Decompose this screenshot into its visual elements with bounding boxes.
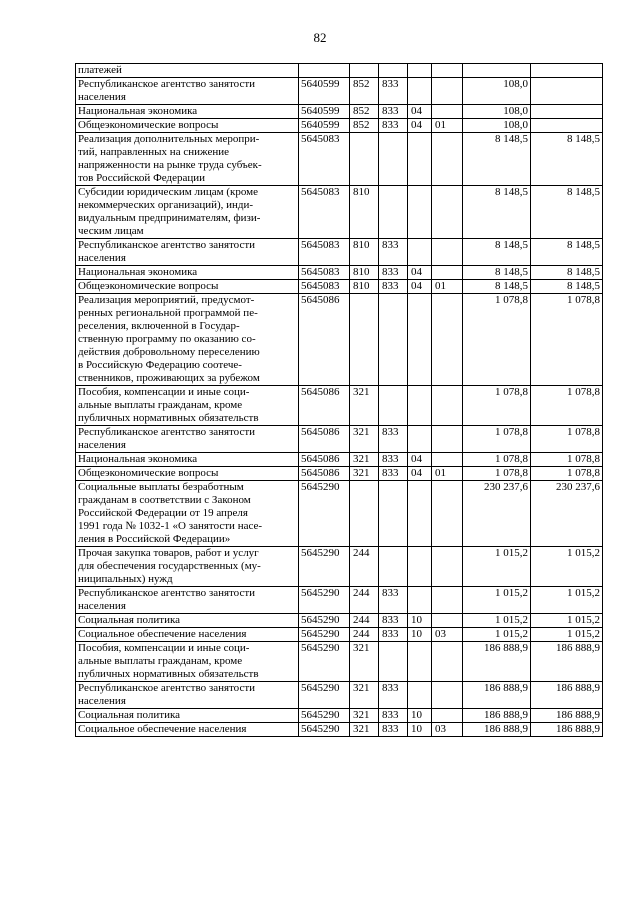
subsection-code <box>432 642 463 682</box>
subsection-code: 01 <box>432 280 463 294</box>
table-row <box>76 78 603 105</box>
subsection-code <box>432 78 463 105</box>
amount: 186 888,9 <box>463 709 531 723</box>
row-name: Общеэкономические вопросы <box>76 467 299 481</box>
department-code: 833 <box>379 78 408 105</box>
amount-subvention <box>531 78 603 105</box>
amount: 1 015,2 <box>463 614 531 628</box>
table-row <box>76 119 603 133</box>
amount: 1 078,8 <box>463 294 531 386</box>
subsection-code <box>432 266 463 280</box>
amount-subvention: 8 148,5 <box>531 266 603 280</box>
section-code <box>408 186 432 239</box>
department-code: 833 <box>379 453 408 467</box>
row-name: Пособия, компенсации и иные соци- альные выплаты гражданам, кроме публичных нормативных обязательств <box>76 386 299 426</box>
amount-subvention <box>531 64 603 78</box>
subsection-code <box>432 386 463 426</box>
amount-subvention <box>531 119 603 133</box>
amount: 186 888,9 <box>463 682 531 709</box>
target-article-code: 5645086 <box>299 467 350 481</box>
table-row <box>76 133 603 186</box>
department-code <box>379 642 408 682</box>
row-name: Республиканское агентство занятости населения <box>76 239 299 266</box>
section-code <box>408 642 432 682</box>
department-code <box>379 547 408 587</box>
target-article-code: 5640599 <box>299 105 350 119</box>
row-name: Субсидии юридическим лицам (кроме некоммерческих организаций), инди- видуальным предпринимателям, физи- ческим лицам <box>76 186 299 239</box>
table-row <box>76 723 603 737</box>
section-code: 04 <box>408 453 432 467</box>
expense-type-code: 321 <box>350 426 379 453</box>
department-code: 833 <box>379 119 408 133</box>
section-code <box>408 426 432 453</box>
department-code: 833 <box>379 426 408 453</box>
table-row <box>76 682 603 709</box>
table-row <box>76 587 603 614</box>
section-code <box>408 547 432 587</box>
target-article-code: 5645083 <box>299 266 350 280</box>
department-code <box>379 386 408 426</box>
expense-type-code: 852 <box>350 105 379 119</box>
amount: 186 888,9 <box>463 723 531 737</box>
target-article-code: 5645290 <box>299 587 350 614</box>
department-code <box>379 186 408 239</box>
row-name: Социальное обеспечение населения <box>76 723 299 737</box>
table-row <box>76 186 603 239</box>
department-code: 833 <box>379 587 408 614</box>
target-article-code <box>299 64 350 78</box>
table-row <box>76 426 603 453</box>
amount-subvention: 1 015,2 <box>531 614 603 628</box>
amount-subvention: 186 888,9 <box>531 709 603 723</box>
target-article-code: 5645290 <box>299 642 350 682</box>
expense-type-code: 810 <box>350 186 379 239</box>
section-code: 10 <box>408 709 432 723</box>
department-code: 833 <box>379 614 408 628</box>
department-code <box>379 481 408 547</box>
row-name: Национальная экономика <box>76 453 299 467</box>
amount-subvention: 1 078,8 <box>531 386 603 426</box>
department-code: 833 <box>379 467 408 481</box>
department-code <box>379 64 408 78</box>
target-article-code: 5645083 <box>299 186 350 239</box>
target-article-code: 5640599 <box>299 78 350 105</box>
amount-subvention: 186 888,9 <box>531 642 603 682</box>
subsection-code <box>432 547 463 587</box>
section-code <box>408 682 432 709</box>
amount: 1 015,2 <box>463 628 531 642</box>
expense-type-code <box>350 133 379 186</box>
table-row <box>76 386 603 426</box>
amount: 1 078,8 <box>463 467 531 481</box>
section-code <box>408 587 432 614</box>
page-number: 82 <box>313 30 327 45</box>
amount: 186 888,9 <box>463 642 531 682</box>
amount-subvention: 186 888,9 <box>531 723 603 737</box>
amount-subvention: 8 148,5 <box>531 186 603 239</box>
expense-type-code: 244 <box>350 614 379 628</box>
amount: 8 148,5 <box>463 239 531 266</box>
row-name: Общеэкономические вопросы <box>76 280 299 294</box>
row-name: Национальная экономика <box>76 266 299 280</box>
amount-subvention: 230 237,6 <box>531 481 603 547</box>
row-name: Социальная политика <box>76 709 299 723</box>
expense-type-code: 321 <box>350 467 379 481</box>
amount-subvention: 186 888,9 <box>531 682 603 709</box>
expense-type-code: 852 <box>350 119 379 133</box>
target-article-code: 5645086 <box>299 386 350 426</box>
subsection-code: 03 <box>432 723 463 737</box>
subsection-code <box>432 105 463 119</box>
row-name: Реализация дополнительных меропри- тий, направленных на снижение напряженности на рынке труда субъек- тов Российской Федерации <box>76 133 299 186</box>
expense-type-code: 244 <box>350 587 379 614</box>
amount-subvention: 1 078,8 <box>531 453 603 467</box>
amount <box>463 64 531 78</box>
department-code <box>379 133 408 186</box>
row-name: Социальная политика <box>76 614 299 628</box>
row-name: Общеэкономические вопросы <box>76 119 299 133</box>
expense-type-code: 810 <box>350 266 379 280</box>
expense-type-code: 321 <box>350 642 379 682</box>
expense-type-code: 321 <box>350 453 379 467</box>
target-article-code: 5640599 <box>299 119 350 133</box>
amount-subvention: 1 015,2 <box>531 628 603 642</box>
department-code: 833 <box>379 105 408 119</box>
subsection-code <box>432 587 463 614</box>
amount: 1 078,8 <box>463 426 531 453</box>
amount-subvention: 1 015,2 <box>531 587 603 614</box>
target-article-code: 5645086 <box>299 294 350 386</box>
amount: 1 078,8 <box>463 453 531 467</box>
expense-type-code: 244 <box>350 547 379 587</box>
target-article-code: 5645290 <box>299 614 350 628</box>
subsection-code <box>432 481 463 547</box>
amount: 108,0 <box>463 119 531 133</box>
section-code: 04 <box>408 266 432 280</box>
subsection-code: 01 <box>432 119 463 133</box>
amount-subvention: 8 148,5 <box>531 239 603 266</box>
table-row <box>76 64 603 78</box>
amount: 1 015,2 <box>463 587 531 614</box>
table-row <box>76 280 603 294</box>
department-code: 833 <box>379 280 408 294</box>
row-name: Республиканское агентство занятости населения <box>76 78 299 105</box>
subsection-code <box>432 426 463 453</box>
amount: 1 015,2 <box>463 547 531 587</box>
row-name: Национальная экономика <box>76 105 299 119</box>
amount: 8 148,5 <box>463 186 531 239</box>
subsection-code <box>432 186 463 239</box>
amount-subvention <box>531 105 603 119</box>
table-row <box>76 547 603 587</box>
row-name: Республиканское агентство занятости населения <box>76 587 299 614</box>
table-row <box>76 105 603 119</box>
row-name: платежей <box>76 64 299 78</box>
subsection-code <box>432 64 463 78</box>
target-article-code: 5645290 <box>299 709 350 723</box>
target-article-code: 5645086 <box>299 453 350 467</box>
table-row <box>76 266 603 280</box>
section-code <box>408 133 432 186</box>
amount-subvention: 8 148,5 <box>531 133 603 186</box>
expense-type-code: 852 <box>350 78 379 105</box>
section-code <box>408 64 432 78</box>
row-name: Прочая закупка товаров, работ и услуг для обеспечения государственных (му- ниципальных) нужд <box>76 547 299 587</box>
amount: 230 237,6 <box>463 481 531 547</box>
amount-subvention: 1 015,2 <box>531 547 603 587</box>
expense-type-code: 321 <box>350 682 379 709</box>
department-code: 833 <box>379 723 408 737</box>
table-row <box>76 628 603 642</box>
table-row <box>76 642 603 682</box>
amount: 108,0 <box>463 78 531 105</box>
amount: 1 078,8 <box>463 386 531 426</box>
target-article-code: 5645290 <box>299 628 350 642</box>
expense-type-code: 321 <box>350 709 379 723</box>
department-code: 833 <box>379 709 408 723</box>
department-code: 833 <box>379 628 408 642</box>
subsection-code <box>432 709 463 723</box>
subsection-code: 03 <box>432 628 463 642</box>
amount-subvention: 1 078,8 <box>531 294 603 386</box>
target-article-code: 5645086 <box>299 426 350 453</box>
department-code <box>379 294 408 386</box>
expense-type-code <box>350 294 379 386</box>
subsection-code <box>432 294 463 386</box>
section-code: 10 <box>408 614 432 628</box>
target-article-code: 5645083 <box>299 133 350 186</box>
row-name: Социальные выплаты безработным гражданам в соответствии с Законом Российской Федерации от 19 апреля 1991 года № 1032-1 «О занятости насе- ления в Российской Федерации» <box>76 481 299 547</box>
expense-type-code: 244 <box>350 628 379 642</box>
expense-type-code: 321 <box>350 723 379 737</box>
subsection-code <box>432 614 463 628</box>
target-article-code: 5645290 <box>299 481 350 547</box>
department-code: 833 <box>379 682 408 709</box>
expense-type-code: 321 <box>350 386 379 426</box>
amount: 8 148,5 <box>463 266 531 280</box>
subsection-code <box>432 682 463 709</box>
department-code: 833 <box>379 266 408 280</box>
section-code: 10 <box>408 628 432 642</box>
amount: 8 148,5 <box>463 280 531 294</box>
target-article-code: 5645290 <box>299 682 350 709</box>
section-code <box>408 386 432 426</box>
row-name: Социальное обеспечение населения <box>76 628 299 642</box>
row-name: Республиканское агентство занятости населения <box>76 426 299 453</box>
amount: 8 148,5 <box>463 133 531 186</box>
subsection-code <box>432 239 463 266</box>
target-article-code: 5645083 <box>299 280 350 294</box>
amount-subvention: 8 148,5 <box>531 280 603 294</box>
section-code: 04 <box>408 467 432 481</box>
subsection-code <box>432 453 463 467</box>
section-code <box>408 239 432 266</box>
section-code: 04 <box>408 119 432 133</box>
section-code: 04 <box>408 105 432 119</box>
table-row <box>76 467 603 481</box>
table-row <box>76 481 603 547</box>
amount-subvention: 1 078,8 <box>531 467 603 481</box>
section-code <box>408 78 432 105</box>
amount-subvention: 1 078,8 <box>531 426 603 453</box>
expense-type-code: 810 <box>350 280 379 294</box>
table-row <box>76 614 603 628</box>
table-row <box>76 294 603 386</box>
section-code: 10 <box>408 723 432 737</box>
row-name: Пособия, компенсации и иные соци- альные выплаты гражданам, кроме публичных нормативных обязательств <box>76 642 299 682</box>
table-row <box>76 709 603 723</box>
target-article-code: 5645290 <box>299 723 350 737</box>
section-code <box>408 294 432 386</box>
expense-type-code <box>350 64 379 78</box>
section-code <box>408 481 432 547</box>
section-code: 04 <box>408 280 432 294</box>
row-name: Республиканское агентство занятости населения <box>76 682 299 709</box>
target-article-code: 5645083 <box>299 239 350 266</box>
subsection-code <box>432 133 463 186</box>
department-code: 833 <box>379 239 408 266</box>
table-row <box>76 239 603 266</box>
amount: 108,0 <box>463 105 531 119</box>
target-article-code: 5645290 <box>299 547 350 587</box>
table-row <box>76 453 603 467</box>
row-name: Реализация мероприятий, предусмот- ренных региональной программой пе- реселения, включенной в Государ- ственную программу по оказанию со- действия добровольному переселению в Российскую Федерацию соотече- ственников, проживающих за рубежом <box>76 294 299 386</box>
budget-table <box>75 63 603 737</box>
subsection-code: 01 <box>432 467 463 481</box>
expense-type-code: 810 <box>350 239 379 266</box>
expense-type-code <box>350 481 379 547</box>
